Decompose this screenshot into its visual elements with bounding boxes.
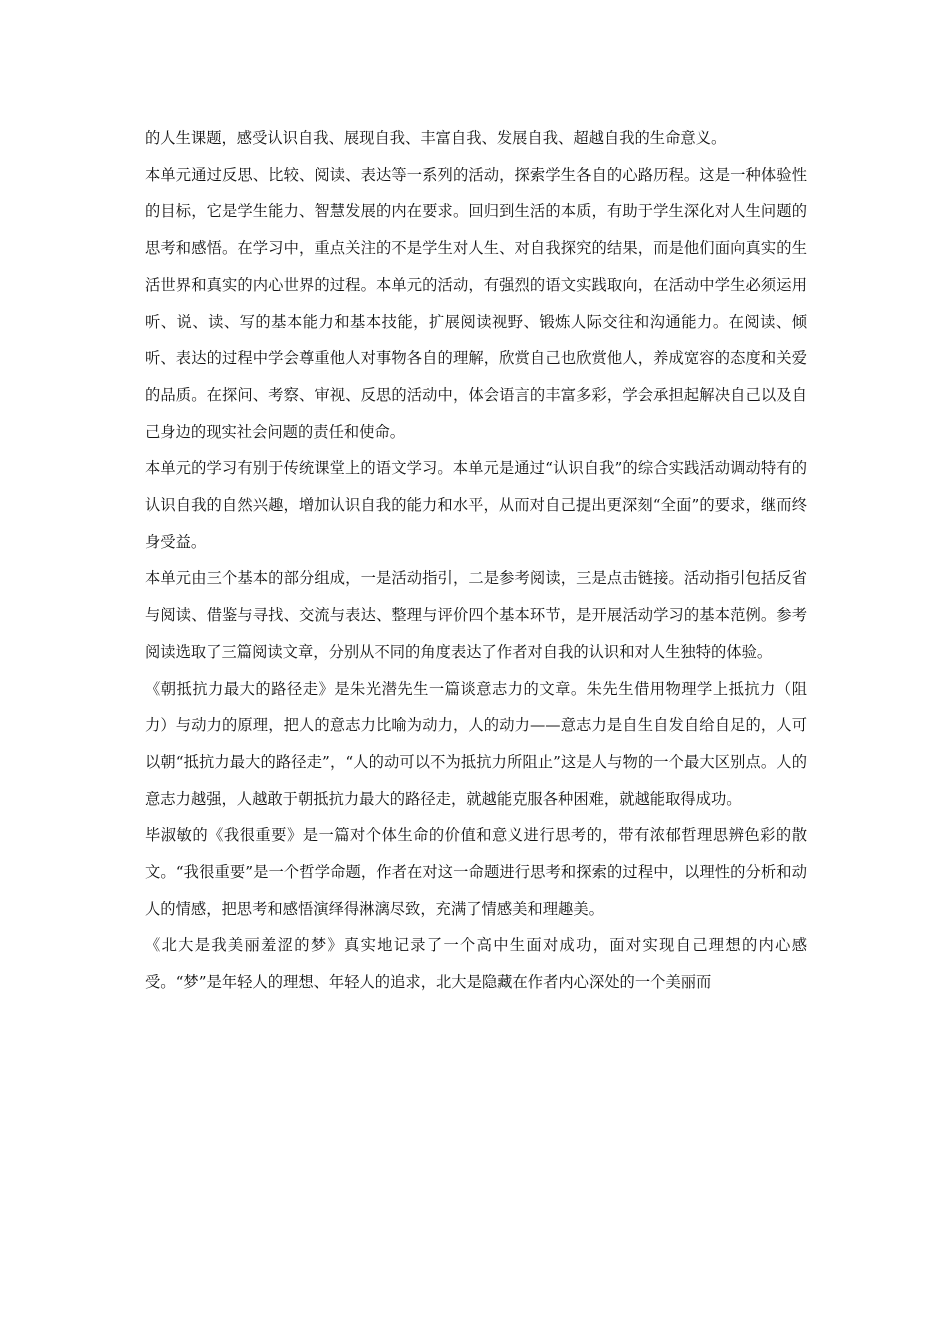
paragraph-7: 《北大是我美丽羞涩的梦》真实地记录了一个高中生面对成功，面对实现自己理想的内心感受。“梦”是年轻人的理想、年轻人的追求，北大是隐藏在作者内心深处的一个美丽而	[145, 936, 807, 992]
paragraph-1: 的人生课题，感受认识自我、展现自我、丰富自我、发展自我、超越自我的生命意义。	[145, 129, 727, 147]
paragraph-6: 毕淑敏的《我很重要》是一篇对个体生命的价值和意义进行思考的，带有浓郁哲理思辨色彩的散文。“我很重要”是一个哲学命题，作者在对这一命题进行思考和探索的过程中，以理性的分析和动人的情感，把思考和感悟演绎得淋漓尽致，充满了情感美和理趣美。	[145, 826, 807, 918]
paragraph-2: 本单元通过反思、比较、阅读、表达等一系列的活动，探索学生各自的心路历程。这是一种体验性的目标，它是学生能力、智慧发展的内在要求。回归到生活的本质，有助于学生深化对人生问题的思考和感悟。在学习中，重点关注的不是学生对人生、对自我探究的结果，而是他们面向真实的生活世界和真实的内心世界的过程。本单元的活动，有强烈的语文实践取向，在活动中学生必须运用听、说、读、写的基本能力和基本技能，扩展阅读视野、锻炼人际交往和沟通能力。在阅读、倾听、表达的过程中学会尊重他人对事物各自的理解，欣赏自己也欣赏他人，养成宽容的态度和关爱的品质。在探问、考察、审视、反思的活动中，体会语言的丰富多彩，学会承担起解决自己以及自己身边的现实社会问题的责任和使命。	[145, 165, 807, 441]
paragraph-4: 本单元由三个基本的部分组成，一是活动指引，二是参考阅读，三是点击链接。活动指引包括反省与阅读、借鉴与寻找、交流与表达、整理与评价四个基本环节，是开展活动学习的基本范例。参考阅读选取了三篇阅读文章，分别从不同的角度表达了作者对自我的认识和对人生独特的体验。	[145, 569, 807, 661]
document-body	[145, 120, 807, 1001]
paragraph-5: 《朝抵抗力最大的路径走》是朱光潜先生一篇谈意志力的文章。朱先生借用物理学上抵抗力（阻力）与动力的原理，把人的意志力比喻为动力，人的动力——意志力是自生自发自给自足的，人可以朝“抵抗力最大的路径走”，“人的动可以不为抵抗力所阻止”这是人与物的一个最大区别点。人的意志力越强，人越敢于朝抵抗力最大的路径走，就越能克服各种困难，就越能取得成功。	[145, 679, 807, 808]
paragraph-3: 本单元的学习有别于传统课堂上的语文学习。本单元是通过“认识自我”的综合实践活动调动特有的认识自我的自然兴趣，增加认识自我的能力和水平，从而对自己提出更深刻“全面”的要求，继而终身受益。	[145, 459, 807, 551]
